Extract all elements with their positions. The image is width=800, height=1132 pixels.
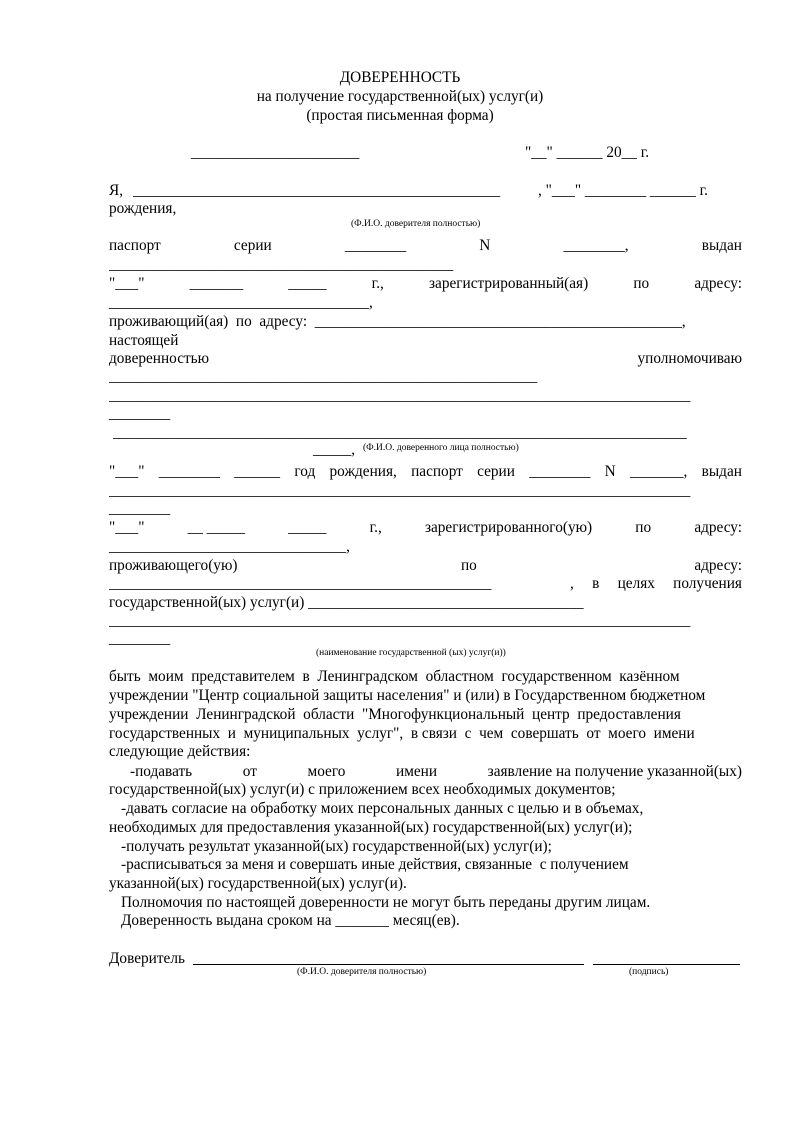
attorney-name-field-3[interactable]: ________: [109, 405, 171, 422]
action-4-line-2: указанной(ых) государственной(ых) услуг(и).: [109, 875, 407, 892]
body-line-5: следующие действия:: [109, 743, 251, 760]
series-word: серии: [477, 463, 515, 480]
issued-word: выдан: [701, 237, 742, 254]
attorney-registration-address-field[interactable]: _______________________________,: [109, 538, 350, 555]
this-word: настоящей: [109, 332, 179, 349]
action-2-line-1: -давать согласие на обработку моих персональных данных с целью и в объемах,: [121, 800, 644, 817]
principal-passport-line: [109, 237, 742, 255]
attorney-living-address-field[interactable]: __________________________________________________: [109, 575, 492, 592]
attorney-birth-passport-line: [109, 463, 742, 481]
principal-registration-line: [109, 275, 742, 293]
address-word: адресу:: [694, 275, 742, 292]
issue-year-field[interactable]: _____: [288, 275, 327, 292]
body-line-2: учреждении "Центр социальной защиты населения" и (или) в Государственном бюджетном: [109, 687, 706, 704]
attorney-issue-year-field[interactable]: _____: [288, 519, 327, 536]
signature-label: Доверитель: [109, 950, 185, 967]
year-abbrev: г.,: [371, 275, 384, 292]
document-title: ДОВЕРЕННОСТЬ: [339, 69, 461, 86]
passport-word: паспорт: [411, 463, 463, 480]
issue-day-field[interactable]: "___": [109, 275, 145, 292]
issued-word: выдан: [701, 463, 742, 480]
at-word: по: [635, 519, 652, 536]
attorney-passport-number-field[interactable]: _______,: [630, 463, 688, 480]
attorney-issued-field[interactable]: ____________________________________________________________________________: [109, 482, 691, 499]
document-subtitle: на получение государственной(ых) услуг(и): [256, 88, 544, 105]
body-line-1: быть моим представителем в Ленинградском областном государственном казённом: [109, 668, 680, 685]
principal-i: Я,: [109, 182, 124, 199]
place-field[interactable]: ______________________: [191, 144, 360, 161]
attorney-issue-month-field[interactable]: __ _____: [187, 519, 245, 536]
action-1-word-5: заявление на получение указанной(ых): [487, 763, 742, 780]
term-clause: Доверенность выдана сроком на _______ месяц(ев).: [121, 912, 460, 929]
signature-fio-note: (Ф.И.О. доверителя полностью): [297, 967, 427, 977]
attorney-passport-series-field[interactable]: ________: [529, 463, 591, 480]
principal-issued-field[interactable]: _____________________________________________: [109, 256, 454, 273]
passport-series-field[interactable]: ________: [344, 237, 407, 254]
body-line-3: учреждении Ленинградской области "Многофункциональный центр предоставления: [109, 706, 681, 723]
principal-signature-name-field[interactable]: [193, 964, 584, 965]
attorney-issued-field-2[interactable]: ________: [109, 500, 171, 517]
in-word: в: [592, 575, 600, 592]
attorney-birth-day-field[interactable]: "___": [109, 463, 145, 480]
issue-month-field[interactable]: _______: [189, 275, 244, 292]
attorney-birth-year-field[interactable]: ______: [234, 463, 281, 480]
action-3: -получать результат указанной(ых) государственной(ых) услуг(и);: [121, 838, 552, 855]
principal-living-address-field[interactable]: проживающий(ая) по адресу: ________________________________________________,: [109, 313, 686, 330]
attorney-name-field-4[interactable]: ___________________________________________________________________________: [113, 424, 687, 441]
attorney-fio-note: (Ф.И.О. доверенного лица полностью): [363, 443, 519, 453]
purpose-word: целях: [617, 575, 655, 592]
date-field[interactable]: "__" ______ 20__ г.: [525, 144, 650, 161]
number-sign: N: [604, 463, 616, 480]
principal-fio-note: (Ф.И.О. доверителя полностью): [351, 219, 481, 229]
attorney-living-word: проживающего(ую): [109, 557, 238, 574]
series-word: серии: [233, 237, 272, 254]
number-sign: N: [479, 237, 491, 254]
service-name-field[interactable]: государственной(ых) услуг(и) ____________________________________: [109, 594, 584, 611]
action-1-word-3: моего: [307, 763, 346, 780]
principal-birth-word: рождения,: [109, 200, 177, 217]
signature-field[interactable]: [593, 964, 740, 965]
action-4-line-1: -расписываться за меня и совершать иные действия, связанные с получением: [121, 856, 629, 873]
form-note: (простая письменная форма): [306, 107, 494, 124]
action-2-line-2: необходимых для предоставления указанной(ых) государственной(ых) услуг(и);: [109, 819, 633, 836]
birth-word: рождения,: [329, 463, 397, 480]
attorney-name-field-5[interactable]: _____,: [313, 441, 356, 458]
attorney-birth-month-field[interactable]: ________: [158, 463, 220, 480]
action-1-word-4: имени: [396, 763, 438, 780]
receiving-word: получения: [673, 575, 742, 592]
purpose-phrase: [570, 575, 742, 593]
service-note: (наименование государственной (ых) услуг(и)): [316, 648, 506, 658]
power-of-attorney-word: доверенностью: [109, 350, 210, 367]
action-1-word-1: -подавать: [130, 763, 193, 780]
address-word: адресу:: [694, 519, 742, 536]
attorney-registration-line: [109, 519, 742, 537]
registered-word: зарегистрированного(ую): [424, 519, 593, 536]
service-name-field-2[interactable]: ____________________________________________________________________________: [109, 612, 691, 629]
passport-number-field[interactable]: ________,: [563, 237, 629, 254]
body-line-4: государственных и муниципальных услуг", в связи с чем совершать от моего имени: [109, 725, 695, 742]
attorney-issue-day-field[interactable]: "___": [109, 519, 145, 536]
at-word: по: [633, 275, 650, 292]
action-1-line-2: государственной(ых) услуг(и) с приложением всех необходимых документов;: [109, 781, 616, 798]
signature-note: (подпись): [629, 967, 669, 977]
attorney-name-field-2[interactable]: ____________________________________________________________________________: [109, 387, 691, 404]
comma: ,: [570, 575, 574, 592]
service-name-field-3[interactable]: ________: [109, 630, 171, 647]
principal-birth-date-field[interactable]: , "___" ________ ______ г.: [538, 182, 709, 199]
authorize-word: уполномочиваю: [637, 350, 742, 367]
address-word: адресу:: [694, 557, 742, 574]
no-transfer-clause: Полномочия по настоящей доверенности не могут быть переданы другим лицам.: [121, 894, 651, 911]
action-1-line-1: [130, 763, 742, 781]
year-abbrev: г.,: [369, 519, 382, 536]
year-word: год: [294, 463, 316, 480]
attorney-name-field-1[interactable]: ________________________________________________________: [109, 368, 538, 385]
action-1-word-2: от: [242, 763, 257, 780]
principal-name-field[interactable]: ________________________________________________: [133, 182, 501, 199]
registered-word: зарегистрированный(ая): [429, 275, 589, 292]
at-word: по: [461, 557, 477, 574]
passport-word: паспорт: [109, 237, 161, 254]
principal-registration-address-field[interactable]: __________________________________,: [109, 294, 373, 311]
